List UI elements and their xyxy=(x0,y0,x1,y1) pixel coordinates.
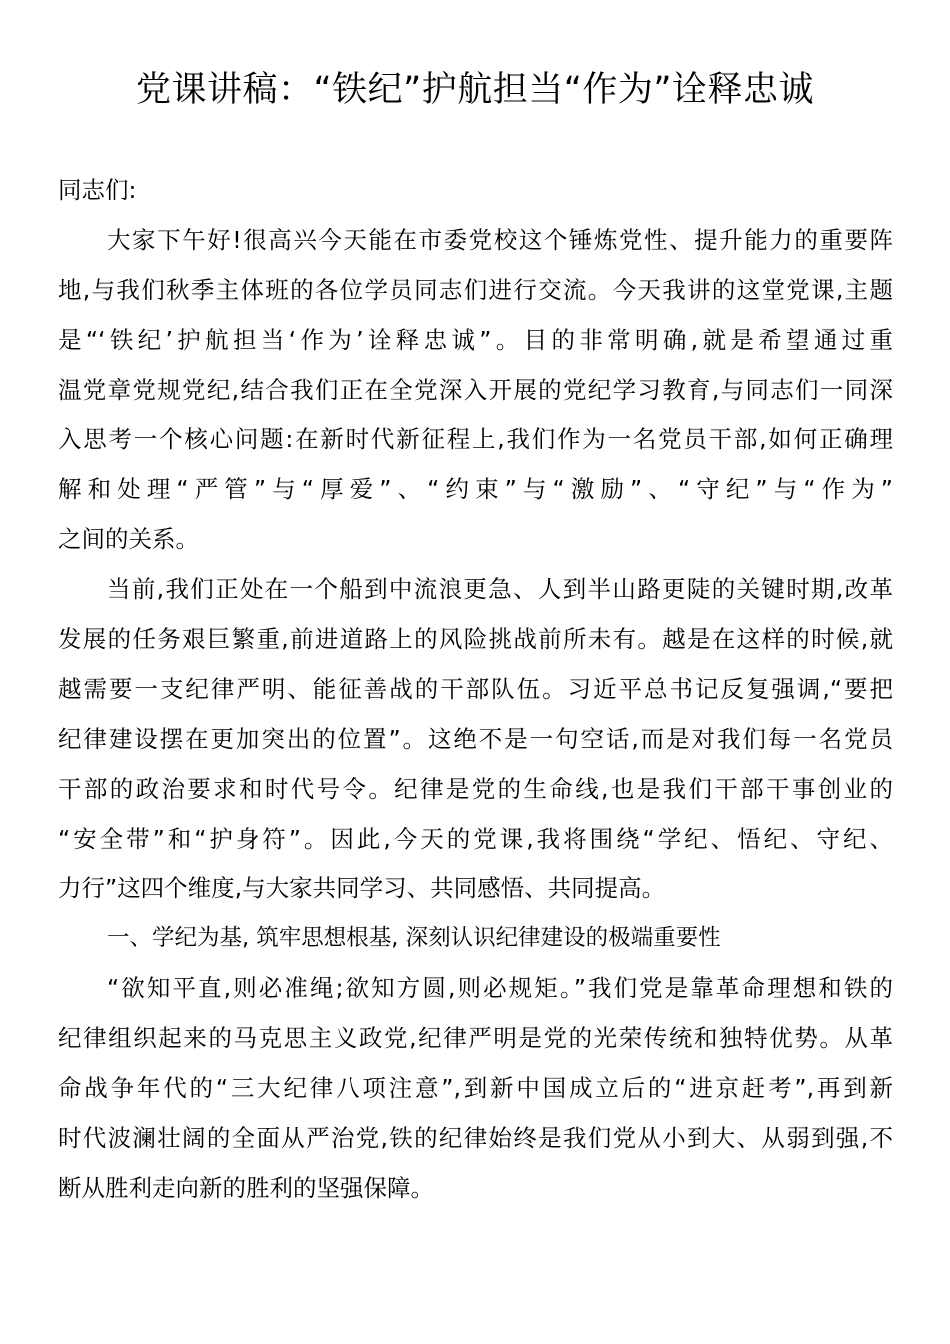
text-line: 之间的关系。 xyxy=(58,525,199,554)
section-heading: 一、学纪为基, 筑牢思想根基, 深刻认识纪律建设的极端重要性 xyxy=(107,925,721,952)
text-line: “安全带”和“护身符”。因此,今天的党课,我将围绕“学纪、悟纪、守纪、 xyxy=(58,824,893,853)
text-line: 纪律组织起来的马克思主义政党,纪律严明是党的光荣传统和独特优势。从革 xyxy=(58,1024,893,1053)
text-line: 当前,我们正处在一个船到中流浪更急、人到半山路更陡的关键时期,改革 xyxy=(107,575,893,604)
text-line: 地,与我们秋季主体班的各位学员同志们进行交流。今天我讲的这堂党课,主题 xyxy=(58,275,893,304)
text-line: 是“‘铁纪’护航担当‘作为’诠释忠诚”。目的非常明确,就是希望通过重 xyxy=(58,325,893,354)
text-line: 时代波澜壮阔的全面从严治党,铁的纪律始终是我们党从小到大、从弱到强,不 xyxy=(58,1123,893,1152)
document-body xyxy=(58,166,893,1214)
text-line: 力行”这四个维度,与大家共同学习、共同感悟、共同提高。 xyxy=(58,874,666,903)
text-line: 解和处理“严管”与“厚爱”、“约束”与“激励”、“守纪”与“作为” xyxy=(58,475,893,504)
text-line: 大家下午好!很高兴今天能在市委党校这个锤炼党性、提升能力的重要阵 xyxy=(107,225,893,254)
text-line: 温党章党规党纪,结合我们正在全党深入开展的党纪学习教育,与同志们一同深 xyxy=(58,375,893,404)
text-line: 入思考一个核心问题:在新时代新征程上,我们作为一名党员干部,如何正确理 xyxy=(58,425,893,454)
greeting: 同志们: xyxy=(58,176,137,204)
paragraph-intro xyxy=(58,216,893,565)
text-line: 纪律建设摆在更加突出的位置”。这绝不是一句空话,而是对我们每一名党员 xyxy=(58,724,893,753)
paragraph-context xyxy=(58,565,893,914)
text-line: 发展的任务艰巨繁重,前进道路上的风险挑战前所未有。越是在这样的时候,就 xyxy=(58,625,893,654)
paragraph-section-one xyxy=(58,964,893,1213)
text-line: “欲知平直,则必准绳;欲知方圆,则必规矩。”我们党是靠革命理想和铁的 xyxy=(107,974,893,1003)
text-line: 越需要一支纪律严明、能征善战的干部队伍。习近平总书记反复强调,“要把 xyxy=(58,674,893,703)
text-line: 干部的政治要求和时代号令。纪律是党的生命线,也是我们干部干事创业的 xyxy=(58,774,893,803)
document-title: 党课讲稿：“铁纪”护航担当“作为”诠释忠诚 xyxy=(135,70,815,110)
text-line: 命战争年代的“三大纪律八项注意”,到新中国成立后的“进京赶考”,再到新 xyxy=(58,1074,893,1103)
text-line: 断从胜利走向新的胜利的坚强保障。 xyxy=(58,1173,434,1202)
